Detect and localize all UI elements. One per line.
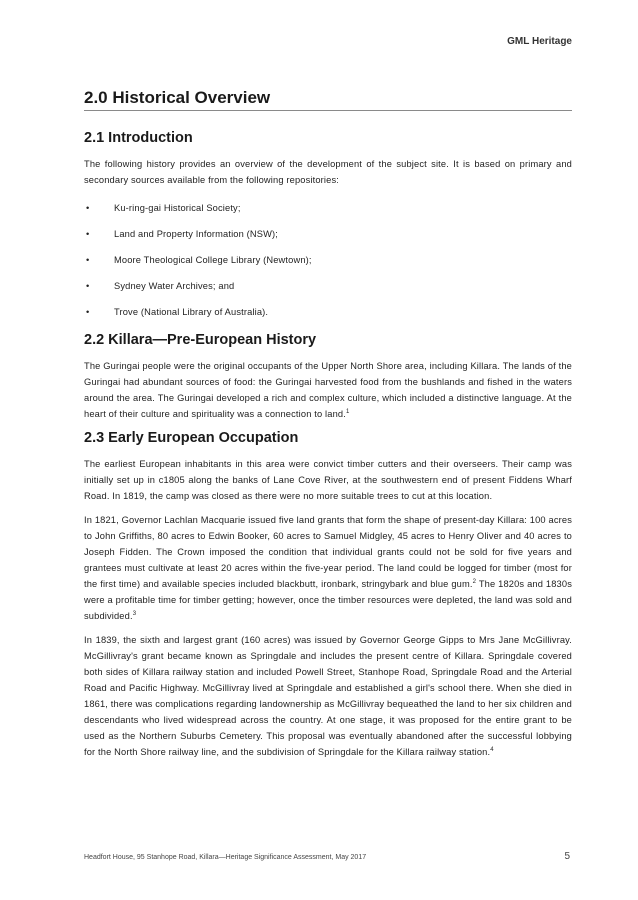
title-divider: [84, 110, 572, 111]
section-heading-introduction: 2.1 Introduction: [84, 130, 193, 146]
footnote-ref: 2: [472, 578, 477, 585]
bullet-icon: •: [86, 203, 90, 213]
bullet-icon: •: [86, 255, 90, 265]
page-number: 5: [564, 851, 570, 862]
page-title: 2.0 Historical Overview: [84, 88, 271, 107]
section-introduction: [84, 130, 572, 318]
footnote-ref: 4: [490, 746, 494, 753]
early-paragraph-2: In 1821, Governor Lachlan Macquarie issued five land grants that form the shape of present-day Killara: 100 acres to John Griffiths, 80 acres to Edwin Booker, 60 acres to Samuel Midgley, 45 acres to Henry Oliver and 40 acres to Joseph Fidden. The Crown imposed the condition that individual grants could not be sold for five years and grantees must cultivate at least 20 acres within the five-year period. The land could be logged for timber (most for the first time) and available species included blackbutt, ironbark, stringybark and blue gum.$^2$ The 1820s and 1830s were a profitable time for timber getting; however, once the timber resources were depleted, the land was sold and subdivided.$^3$: [84, 515, 573, 621]
list-item: • Moore Theological College Library (Newtown);: [86, 255, 312, 265]
repository-list: [84, 202, 572, 318]
list-item: • Land and Property Information (NSW);: [86, 229, 279, 239]
section-heading-early-european: 2.3 Early European Occupation: [84, 430, 299, 446]
bullet-icon: •: [86, 281, 90, 291]
early-paragraph-3: In 1839, the sixth and largest grant (160 acres) was issued by Governor George Gipps to Mrs Jane McGillivray. McGillivray's grant became known as Springdale and includes the present centre of Killara. Springdale covered both sides of Killara railway station and included Powell Street, Stanhope Road, Springdale Road and the Arterial Road and Pacific Highway. McGillivray lived at Springdale and established a girl's school there. When she died in 1861, there was complications regarding landownership as McGillivray bequeathed the land to her six children and descendants who lived widespread across the country. At one stage, it was proposed for the entire grant to be used as the Northern Suburbs Cemetery. This proposal was eventually abandoned after the successful lobbying for the North Shore railway line, and the subdivision of Springdale for the Killara railway station.$^4$: [84, 635, 572, 757]
section-heading-pre-european: 2.2 Killara—Pre-European History: [84, 332, 317, 348]
bullet-icon: •: [86, 229, 90, 239]
bullet-icon: •: [86, 307, 90, 317]
section-early-european: [84, 430, 572, 760]
header-org: GML Heritage: [507, 36, 572, 47]
early-paragraph-1: The earliest European inhabitants in this area were convict timber cutters and their overseers. Their camp was initially set up in c1805 along the banks of Lane Cove River, at the southwestern end of present Fiddens Wharf Road. In 1819, the camp was closed as there were no more suitable trees to cut at this location.: [84, 459, 572, 501]
list-item: • Ku-ring-gai Historical Society;: [86, 203, 241, 213]
main-content: [84, 130, 572, 768]
footer-text: Headfort House, 95 Stanhope Road, Killara—Heritage Significance Assessment, May 2017: [84, 854, 367, 861]
footnote-ref: 1: [345, 408, 350, 415]
footnote-ref: 3: [132, 610, 137, 617]
list-item: • Sydney Water Archives; and: [86, 281, 235, 291]
list-item: • Trove (National Library of Australia).: [86, 307, 269, 317]
pre-european-paragraph: The Guringai people were the original occupants of the Upper North Shore area, including Killara. The lands of the Guringai had abundant sources of food: the Guringai harvested food from the bushlands and fished in the waters around the area. The Guringai developed a rich and complex culture, which included a distinctive language. At the heart of their culture and spirituality was a connection to land.$^1$: [84, 361, 572, 419]
intro-paragraph: The following history provides an overview of the development of the subject site. It is based on primary and secondary sources available from the following repositories:: [84, 159, 572, 185]
section-pre-european: [84, 332, 572, 422]
